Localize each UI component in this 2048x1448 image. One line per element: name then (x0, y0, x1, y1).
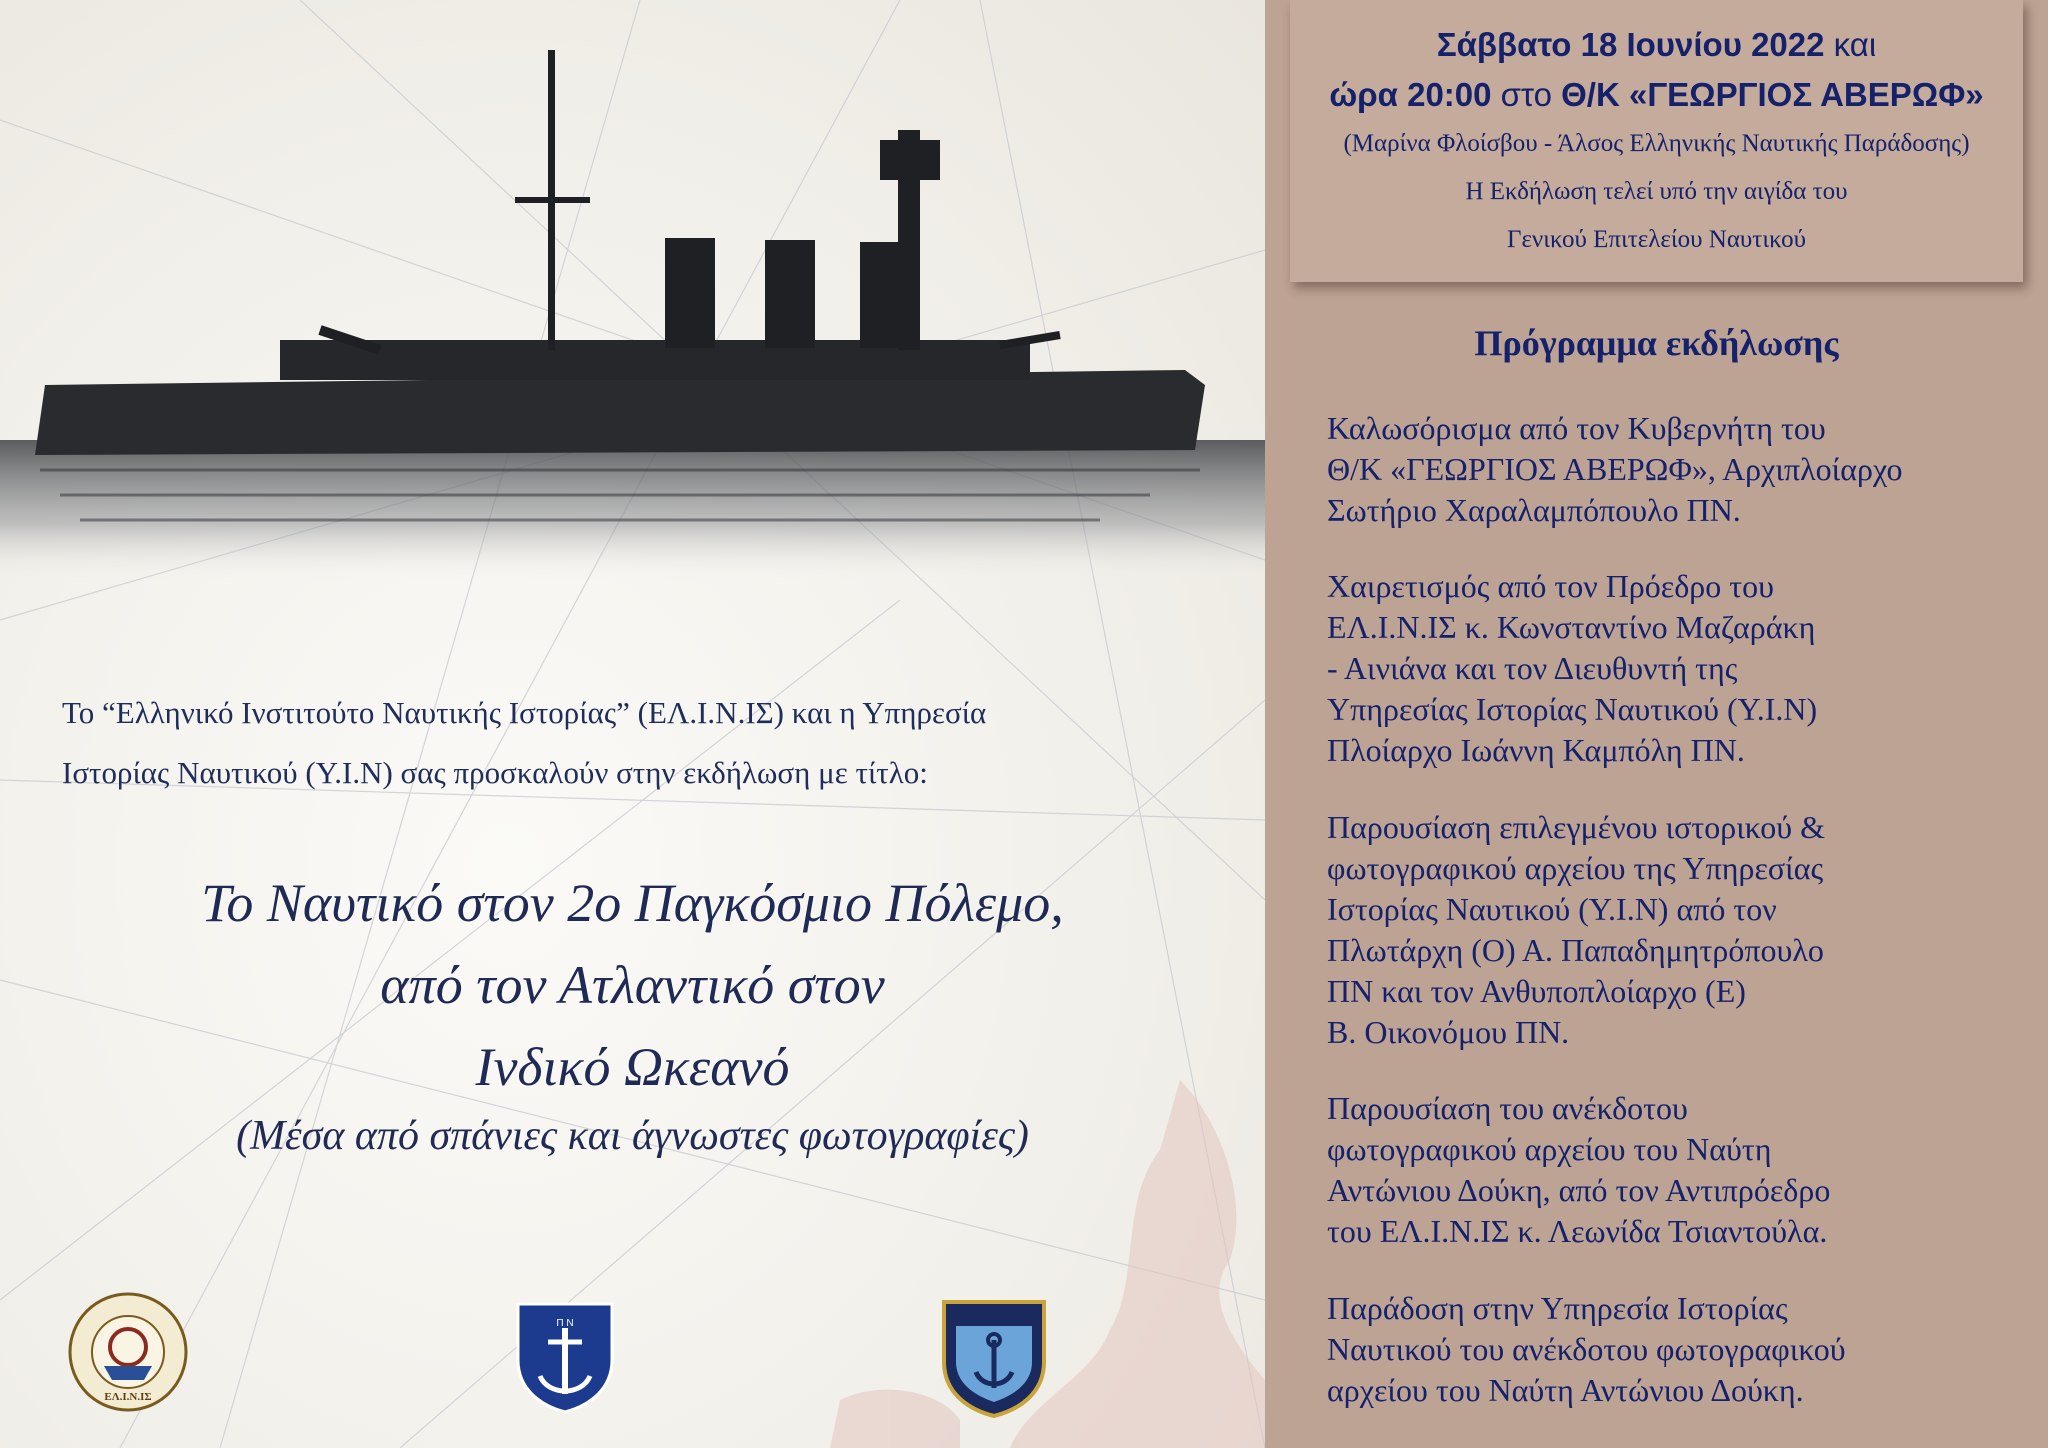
event-date: Σάββατο 18 Ιουνίου 2022 (1436, 26, 1825, 63)
program-item-greetings: Χαιρετισμός από τον Πρόεδρο του ΕΛ.Ι.Ν.ΙΣ κ. Κωνσταντίνο Μαζαράκη - Αινιάνα και τον Διευθυντή της Υπηρεσίας Ιστορίας Ναυτικού (Υ.Ι.Ν) Πλοίαρχο Ιωάννη Καμπόλη ΠΝ. (1327, 568, 1818, 768)
elinis-logo-short: ΕΛ.Ι.Ν.ΙΣ (104, 1391, 152, 1403)
program-item-welcome: Καλωσόρισμα από τον Κυβερνήτη του Θ/Κ «ΓΕΩΡΓΙΟΣ ΑΒΕΡΩΦ», Αρχιπλοίαρχο Σωτήριο Χαραλαμπόπουλο ΠΝ. (1327, 410, 1903, 528)
event-subtitle: (Μέσα από σπάνιες και άγνωστες φωτογραφίες) (236, 1113, 1029, 1159)
event-title-line-2: από τον Ατλαντικό στον (380, 955, 885, 1015)
event-title (90, 862, 1175, 1108)
event-date-line (1290, 26, 2023, 64)
naval-history-service-emblem (938, 1296, 1050, 1418)
invitation-intro (62, 683, 1242, 803)
event-title-line-3: Ινδικό Ωκεανό (475, 1037, 790, 1097)
elinis-logo (68, 1292, 188, 1412)
event-location: (Μαρίνα Φλοίσβου - Άλσος Ελληνικής Ναυτικής Παράδοσης) (1343, 130, 1970, 157)
intro-line-1: Το “Ελληνικό Ινστιτούτο Ναυτικής Ιστορίας” (ΕΛ.Ι.Ν.ΙΣ) και η Υπηρεσία (62, 695, 987, 730)
battleship-averof-photo (0, 0, 1265, 580)
intro-line-2: Ιστορίας Ναυτικού (Υ.Ι.Ν) σας προσκαλούν στην εκδήλωση με τίτλο: (62, 755, 928, 790)
hellenic-navy-emblem (510, 1298, 620, 1414)
program-item-archive-handover: Παράδοση στην Υπηρεσία Ιστορίας Ναυτικού του ανέκδοτου φωτογραφικού αρχείου του Ναύτη Αντώνιου Δούκη. (1327, 1290, 1846, 1408)
event-info-box (1290, 0, 2023, 282)
navy-emblem-letters: Π Ν (556, 1318, 574, 1329)
event-aegis-line-1: Η Εκδήλωση τελεί υπό την αιγίδα του (1465, 178, 1848, 205)
event-venue: Θ/Κ «ΓΕΩΡΓΙΟΣ ΑΒΕΡΩΦ» (1561, 76, 1984, 113)
program-title: Πρόγραμμα εκδήλωσης (1474, 323, 1839, 363)
program-item-archive-presentation: Παρουσίαση επιλεγμένου ιστορικού & φωτογραφικού αρχείου της Υπηρεσίας Ιστορίας Ναυτικού (Υ.Ι.Ν) από τον Πλωτάρχη (Ο) Α. Παπαδημητρόπουλο ΠΝ και τον Ανθυποπλοίαρχο (Ε) Β. Οικονόμου ΠΝ. (1327, 809, 1825, 1050)
event-time-line (1290, 76, 2023, 114)
event-time-connector: στο (1491, 76, 1562, 113)
program-item-doukis-archive: Παρουσίαση του ανέκδοτου φωτογραφικού αρχείου του Ναύτη Αντώνιου Δούκη, από τον Αντιπρόεδρο του ΕΛ.Ι.Ν.ΙΣ κ. Λεωνίδα Τσιαντούλα. (1327, 1090, 1831, 1249)
program-panel (1265, 0, 2048, 1448)
event-title-line-1: Το Ναυτικό στον 2ο Παγκόσμιο Πόλεμο, (201, 873, 1064, 933)
event-date-connector: και (1824, 26, 1877, 63)
event-time: ώρα 20:00 (1329, 76, 1492, 113)
event-aegis-line-2: Γενικού Επιτελείου Ναυτικού (1506, 226, 1807, 253)
